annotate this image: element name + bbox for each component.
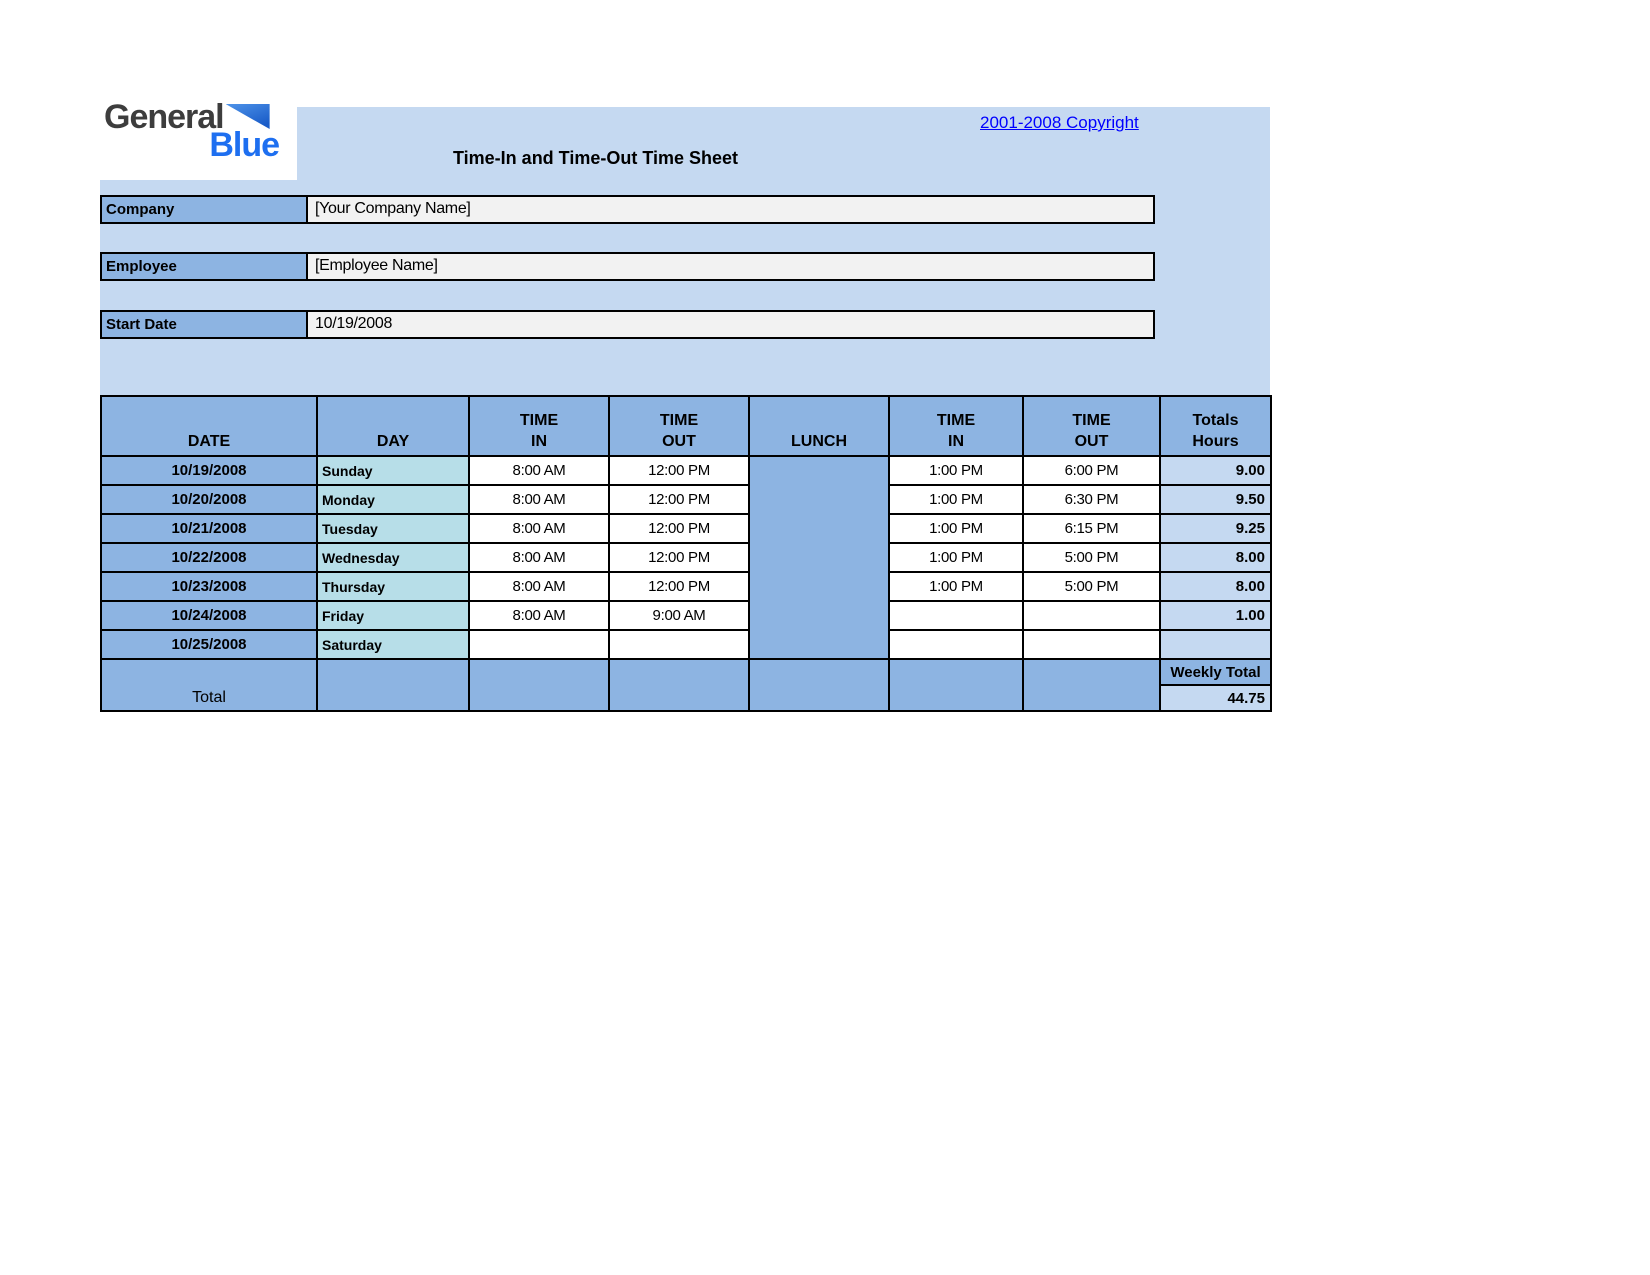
header-time-in-pm: TIME IN — [889, 396, 1023, 456]
total-hours-cell[interactable]: 9.25 — [1160, 514, 1271, 543]
start-date-label: Start Date — [100, 310, 308, 339]
header-banner — [297, 107, 1270, 180]
time-in-cell[interactable] — [889, 630, 1023, 659]
time-out-cell[interactable]: 5:00 PM — [1023, 572, 1160, 601]
footer-blank-cell — [889, 659, 1023, 711]
table-row — [101, 572, 1271, 601]
company-field[interactable]: [Your Company Name] — [308, 195, 1155, 224]
time-in-cell[interactable]: 1:00 PM — [889, 456, 1023, 485]
company-logo — [100, 100, 297, 180]
header-totals-hours: Totals Hours — [1160, 396, 1271, 456]
date-cell[interactable]: 10/20/2008 — [101, 485, 317, 514]
time-in-cell[interactable]: 1:00 PM — [889, 543, 1023, 572]
start-date-row — [100, 310, 1155, 339]
time-out-cell[interactable] — [1023, 601, 1160, 630]
employee-field[interactable]: [Employee Name] — [308, 252, 1155, 281]
table-row — [101, 630, 1271, 659]
table-header-row — [101, 396, 1271, 456]
time-in-cell[interactable]: 8:00 AM — [469, 543, 609, 572]
total-hours-cell[interactable] — [1160, 630, 1271, 659]
time-in-cell[interactable]: 1:00 PM — [889, 572, 1023, 601]
date-cell[interactable]: 10/19/2008 — [101, 456, 317, 485]
date-cell[interactable]: 10/24/2008 — [101, 601, 317, 630]
day-cell[interactable]: Saturday — [317, 630, 469, 659]
day-cell[interactable]: Friday — [317, 601, 469, 630]
day-cell[interactable]: Monday — [317, 485, 469, 514]
total-hours-cell[interactable]: 9.00 — [1160, 456, 1271, 485]
time-in-cell[interactable] — [469, 630, 609, 659]
company-row — [100, 195, 1155, 224]
time-out-cell[interactable]: 12:00 PM — [609, 485, 749, 514]
table-row — [101, 485, 1271, 514]
date-cell[interactable]: 10/23/2008 — [101, 572, 317, 601]
header-date: DATE — [101, 396, 317, 456]
time-out-cell[interactable]: 6:00 PM — [1023, 456, 1160, 485]
time-in-cell[interactable]: 8:00 AM — [469, 456, 609, 485]
time-in-cell[interactable]: 8:00 AM — [469, 485, 609, 514]
time-in-cell[interactable] — [889, 601, 1023, 630]
time-in-cell[interactable]: 1:00 PM — [889, 485, 1023, 514]
page-title: Time-In and Time-Out Time Sheet — [453, 148, 739, 168]
total-hours-cell[interactable]: 8.00 — [1160, 543, 1271, 572]
table-row — [101, 543, 1271, 572]
grand-total-label-cell: Total — [101, 659, 317, 711]
footer-blank-cell — [1023, 659, 1160, 711]
footer-blank-cell — [749, 659, 889, 711]
footer-blank-cell — [317, 659, 469, 711]
logo-text-blue: Blue — [209, 126, 279, 164]
weekly-total-row — [101, 659, 1271, 685]
day-cell[interactable]: Tuesday — [317, 514, 469, 543]
weekly-total-label-cell: Weekly Total — [1160, 659, 1271, 685]
header-time-out-pm: TIME OUT — [1023, 396, 1160, 456]
time-out-cell[interactable] — [609, 630, 749, 659]
total-hours-cell[interactable]: 9.50 — [1160, 485, 1271, 514]
table-row — [101, 456, 1271, 485]
date-cell[interactable]: 10/25/2008 — [101, 630, 317, 659]
company-label: Company — [100, 195, 308, 224]
timesheet-document — [100, 100, 1270, 712]
lunch-merged-cell[interactable] — [749, 456, 889, 659]
time-out-cell[interactable]: 12:00 PM — [609, 543, 749, 572]
day-cell[interactable]: Sunday — [317, 456, 469, 485]
copyright-link[interactable]: 2001-2008 Copyright — [980, 113, 1139, 132]
time-out-cell[interactable]: 5:00 PM — [1023, 543, 1160, 572]
total-hours-cell[interactable]: 1.00 — [1160, 601, 1271, 630]
logo-text-general: General — [104, 98, 224, 136]
header-day: DAY — [317, 396, 469, 456]
employee-label: Employee — [100, 252, 308, 281]
time-out-cell[interactable]: 12:00 PM — [609, 456, 749, 485]
header-lunch: LUNCH — [749, 396, 889, 456]
weekly-total-value-cell[interactable]: 44.75 — [1160, 685, 1271, 711]
time-in-cell[interactable]: 8:00 AM — [469, 601, 609, 630]
timesheet-table — [100, 395, 1272, 712]
time-out-cell[interactable] — [1023, 630, 1160, 659]
time-out-cell[interactable]: 12:00 PM — [609, 572, 749, 601]
date-cell[interactable]: 10/21/2008 — [101, 514, 317, 543]
day-cell[interactable]: Wednesday — [317, 543, 469, 572]
table-row — [101, 514, 1271, 543]
time-in-cell[interactable]: 8:00 AM — [469, 572, 609, 601]
header-band — [100, 100, 1270, 180]
time-in-cell[interactable]: 1:00 PM — [889, 514, 1023, 543]
date-cell[interactable]: 10/22/2008 — [101, 543, 317, 572]
time-out-cell[interactable]: 6:15 PM — [1023, 514, 1160, 543]
day-cell[interactable]: Thursday — [317, 572, 469, 601]
time-out-cell[interactable]: 6:30 PM — [1023, 485, 1160, 514]
employee-row — [100, 252, 1155, 281]
start-date-field[interactable]: 10/19/2008 — [308, 310, 1155, 339]
info-band — [100, 180, 1270, 395]
footer-blank-cell — [609, 659, 749, 711]
time-out-cell[interactable]: 12:00 PM — [609, 514, 749, 543]
time-in-cell[interactable]: 8:00 AM — [469, 514, 609, 543]
total-hours-cell[interactable]: 8.00 — [1160, 572, 1271, 601]
header-time-out-am: TIME OUT — [609, 396, 749, 456]
footer-blank-cell — [469, 659, 609, 711]
table-row — [101, 601, 1271, 630]
time-out-cell[interactable]: 9:00 AM — [609, 601, 749, 630]
header-time-in-am: TIME IN — [469, 396, 609, 456]
